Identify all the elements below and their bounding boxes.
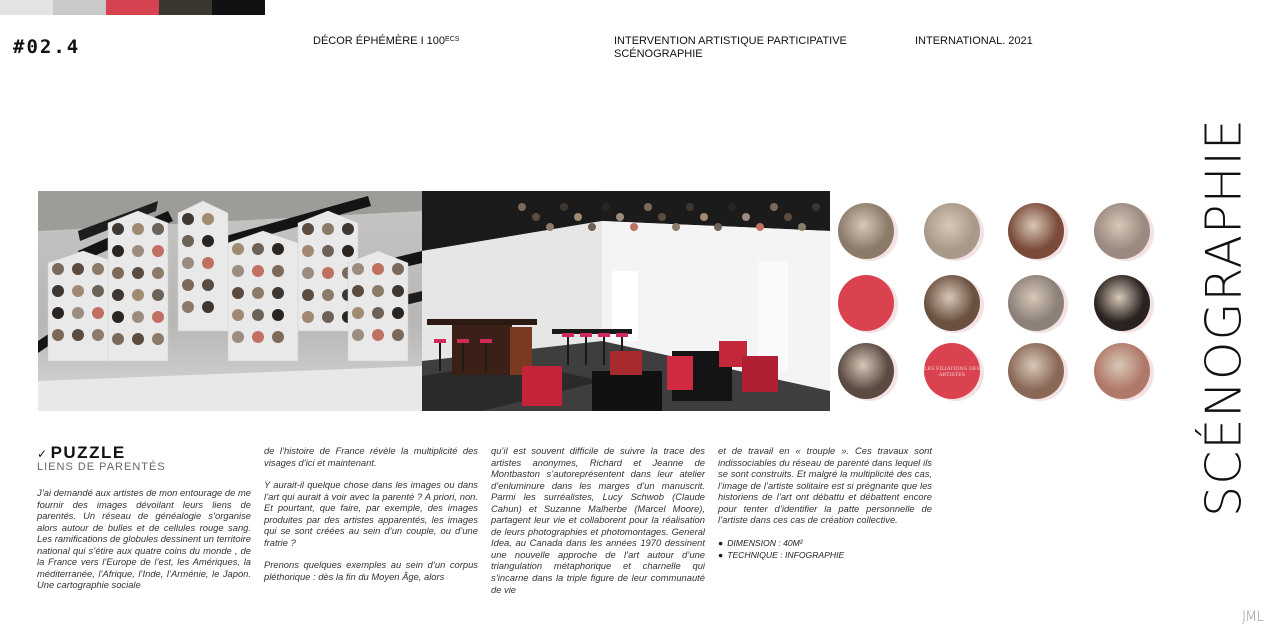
photo-circle: [658, 213, 666, 221]
section-title: [37, 443, 126, 463]
photo-circle: [252, 331, 264, 343]
photo-circle: [756, 223, 764, 231]
photo-circle: [372, 263, 384, 275]
portrait-grid: [838, 203, 1168, 408]
photo-circle: [714, 223, 722, 231]
photo-circle: [252, 265, 264, 277]
bar-stool-leg: [585, 337, 587, 365]
photo-circle: [770, 203, 778, 211]
swatch-red: [106, 0, 159, 15]
header-category-sup: ECS: [445, 36, 460, 43]
photo-circle: [182, 301, 194, 313]
photo-circle: [352, 285, 364, 297]
photo-circle: [112, 289, 124, 301]
bullet-icon: ●: [718, 549, 724, 560]
photo-circle: [232, 331, 244, 343]
photo-circle: [302, 311, 314, 323]
photo-circle: [322, 245, 334, 257]
photo-circle: [630, 223, 638, 231]
photo-circle: [132, 267, 144, 279]
photo-circle: [392, 285, 404, 297]
photo-circle: [352, 307, 364, 319]
bar-stool: [480, 339, 492, 343]
photo-circle: [72, 263, 84, 275]
photo-circle: [560, 203, 568, 211]
bar-stool: [616, 333, 628, 337]
photo-circle: [152, 245, 164, 257]
photo-circle: [784, 213, 792, 221]
portrait-photo: [924, 203, 980, 259]
header-category: [313, 35, 459, 48]
portrait-photo: [838, 203, 894, 259]
signature-logo: JML: [1242, 609, 1264, 625]
photo-circle: [152, 223, 164, 235]
portrait-photo: [1094, 275, 1150, 331]
photo-circle: [588, 223, 596, 231]
photo-circle: [202, 213, 214, 225]
portrait-photo: [1008, 275, 1064, 331]
bar-stool: [562, 333, 574, 337]
paragraph: Y aurait-il quelque chose dans les images ou dans l’art qui aurait à voir avec la parenté ? A priori, non. Et pourtant, que faire, par exemple, des images produites par des artistes apparentés, les images qui se sont créées au sein d’un couple, ou d’une fratrie ?: [264, 479, 478, 548]
photo-circle: [644, 203, 652, 211]
paragraph: et de travail en « trouple ». Ces travaux sont indissociables du réseau de parenté dans lequel ils se sont construits. Et malgré la multiplicité des cas, l’image de l’artiste solitaire est si prégnante que les historiens de l’art ont débattu et débattent encore pour tenter d’identifier la patte personnelle de l’artiste dans ces cas de création collective.: [718, 445, 932, 526]
photo-circle: [182, 213, 194, 225]
header-category-text: DÉCOR ÉPHÉMÈRE I 100: [313, 35, 446, 47]
photo-circle: [132, 289, 144, 301]
photo-circle: [182, 279, 194, 291]
bar-stool-leg: [603, 337, 605, 365]
photo-circle: [72, 329, 84, 341]
portrait-photo: [1008, 203, 1064, 259]
photo-circle: [302, 245, 314, 257]
bar-stool-leg: [567, 337, 569, 365]
portrait-photo: [924, 275, 980, 331]
color-palette: [0, 0, 265, 15]
spec-technique-text: TECHNIQUE : INFOGRAPHIE: [727, 549, 845, 560]
bar-stool-leg: [439, 343, 441, 371]
photo-circle: [392, 307, 404, 319]
photo-circle: [92, 329, 104, 341]
paragraph: Prenons quelques exemples au sein d’un corpus pléthorique : dès la fin du Moyen Âge, alors: [264, 559, 478, 582]
spec-dimension-text: DIMENSION : 40M²: [727, 537, 803, 548]
photo-circle: [152, 333, 164, 345]
photo-circle: [532, 213, 540, 221]
portrait-photo: [1008, 343, 1064, 399]
photo-circle: [152, 289, 164, 301]
photo-circle: [322, 289, 334, 301]
photo-circle: [798, 223, 806, 231]
photo-circle: [112, 267, 124, 279]
photo-circle: [182, 235, 194, 247]
swatch-dark-brown: [159, 0, 212, 15]
photo-circle: [342, 245, 354, 257]
portrait-photo: [924, 343, 980, 399]
photo-circle: [152, 311, 164, 323]
vertical-page-title: SCÉNOGRAPHIE: [1195, 118, 1253, 517]
photo-circle: [272, 309, 284, 321]
header-type-line1: INTERVENTION ARTISTIQUE PARTICIPATIVE: [614, 35, 847, 47]
photo-circle: [302, 223, 314, 235]
photo-circle: [372, 329, 384, 341]
portrait-photo: [838, 343, 894, 399]
photo-circle: [202, 301, 214, 313]
text-column-4: [718, 445, 932, 561]
paragraph: de l’histoire de France révèle la multiplicité des visages d’ici et maintenant.: [264, 445, 478, 468]
photo-circle: [202, 257, 214, 269]
swatch-grey: [53, 0, 106, 15]
photo-circle: [686, 203, 694, 211]
photo-circle: [232, 309, 244, 321]
photo-circle: [322, 311, 334, 323]
photo-circle: [232, 243, 244, 255]
photo-circle: [372, 285, 384, 297]
photo-circle: [352, 329, 364, 341]
bar-stool: [580, 333, 592, 337]
swatch-black: [212, 0, 265, 15]
photo-circle: [92, 285, 104, 297]
bullet-icon: ●: [718, 537, 724, 548]
portrait-photo: [1094, 343, 1150, 399]
paragraph: qu’il est souvent difficile de suivre la trace des artistes anonymes, Richard et Jeanne de Montbaston s’autoreprésentent dans leur atelier d’enluminure dans les marges d’un manuscrit. Parmi les surréalistes, Lucy Schwob (Claude Cahun) et Suzanne Malherbe (Marcel Moore), partagent leur vie et collaborent pour la réalisation de leurs photographies et photomontages. General Idea, au Canada dans les années 1970 dessinent une nouvelle approche de l’art autour d’une triangulation métaphorique et charnelle qui s’incarne dans la triple figure de leur communauté de vie: [491, 445, 705, 595]
photo-circle: [672, 223, 680, 231]
photo-circle: [252, 309, 264, 321]
photo-circle: [272, 265, 284, 277]
photo-circle: [202, 279, 214, 291]
photo-circle: [272, 287, 284, 299]
text-column-3: [491, 445, 705, 606]
photo-circle: [252, 243, 264, 255]
photo-circle: [232, 287, 244, 299]
photo-circle: [342, 223, 354, 235]
photo-circle: [602, 203, 610, 211]
photo-circle: [72, 285, 84, 297]
bar-stool: [598, 333, 610, 337]
photo-circle: [272, 331, 284, 343]
photo-circle: [92, 307, 104, 319]
render-ceiling-installation: [38, 191, 422, 411]
photo-circle: [574, 213, 582, 221]
paragraph: J’ai demandé aux artistes de mon entourage de me fournir des images dévoilant leurs liens de parentés. Un réseau de généalogie s’organise alors autour de bulles et de cellules rouge sang. Les ramifications de globules dessinent un territoire national qui s’étire aux quatre coins du monde , de la France vers l’Europe de l’est, les Amériques, la méditerranée, l’Afrique, l’Inde, l’Arménie, le Japon. Une cartographie sociale: [37, 487, 251, 591]
photo-circle: [392, 329, 404, 341]
photo-circle: [52, 263, 64, 275]
photo-circle: [132, 245, 144, 257]
photo-circle: [302, 267, 314, 279]
photo-circle: [352, 263, 364, 275]
bar-stool-leg: [485, 343, 487, 371]
header-type-line2: SCÉNOGRAPHIE: [614, 48, 703, 60]
text-column-2: [264, 445, 478, 593]
photo-circle: [92, 263, 104, 275]
spec-technique: [718, 549, 932, 561]
photo-circle: [182, 257, 194, 269]
text-column-1: [37, 487, 251, 602]
photo-circle: [322, 267, 334, 279]
swatch-light-grey: [0, 0, 53, 15]
photo-circle: [112, 311, 124, 323]
photo-circle: [202, 235, 214, 247]
photo-circle: [112, 223, 124, 235]
photo-circle: [132, 311, 144, 323]
render-bar-interior: [422, 191, 830, 411]
photo-circle: [322, 223, 334, 235]
photo-circle: [518, 203, 526, 211]
photo-circle: [132, 333, 144, 345]
bar-stool: [457, 339, 469, 343]
photo-circle: [700, 213, 708, 221]
photo-circle: [132, 223, 144, 235]
portrait-caption: LES FILIATIONS DES ARTISTES: [924, 366, 980, 378]
photo-circle: [372, 307, 384, 319]
photo-circle: [52, 285, 64, 297]
photo-circle: [112, 245, 124, 257]
header-type: [614, 35, 847, 61]
spec-dimension: [718, 537, 932, 549]
header-scope-year: INTERNATIONAL. 2021: [915, 35, 1033, 47]
bar-stool-leg: [462, 343, 464, 371]
photo-circle: [272, 243, 284, 255]
photo-circle: [392, 263, 404, 275]
portrait-photo: [838, 275, 894, 331]
photo-circle: [52, 329, 64, 341]
bar-stool: [434, 339, 446, 343]
portrait-photo: [1094, 203, 1150, 259]
photo-circle: [112, 333, 124, 345]
photo-circle: [812, 203, 820, 211]
photo-circle: [152, 267, 164, 279]
photo-circle: [72, 307, 84, 319]
section-title-text: PUZZLE: [50, 443, 126, 462]
photo-circle: [546, 223, 554, 231]
project-id: #02.4: [13, 36, 81, 58]
photo-circle: [252, 287, 264, 299]
photo-circle: [302, 289, 314, 301]
photo-circle: [616, 213, 624, 221]
photo-circle: [52, 307, 64, 319]
check-icon: ✓: [37, 447, 49, 461]
section-subtitle: LIENS DE PARENTÉS: [37, 461, 166, 473]
photo-circle: [742, 213, 750, 221]
photo-circle: [728, 203, 736, 211]
photo-circle: [232, 265, 244, 277]
